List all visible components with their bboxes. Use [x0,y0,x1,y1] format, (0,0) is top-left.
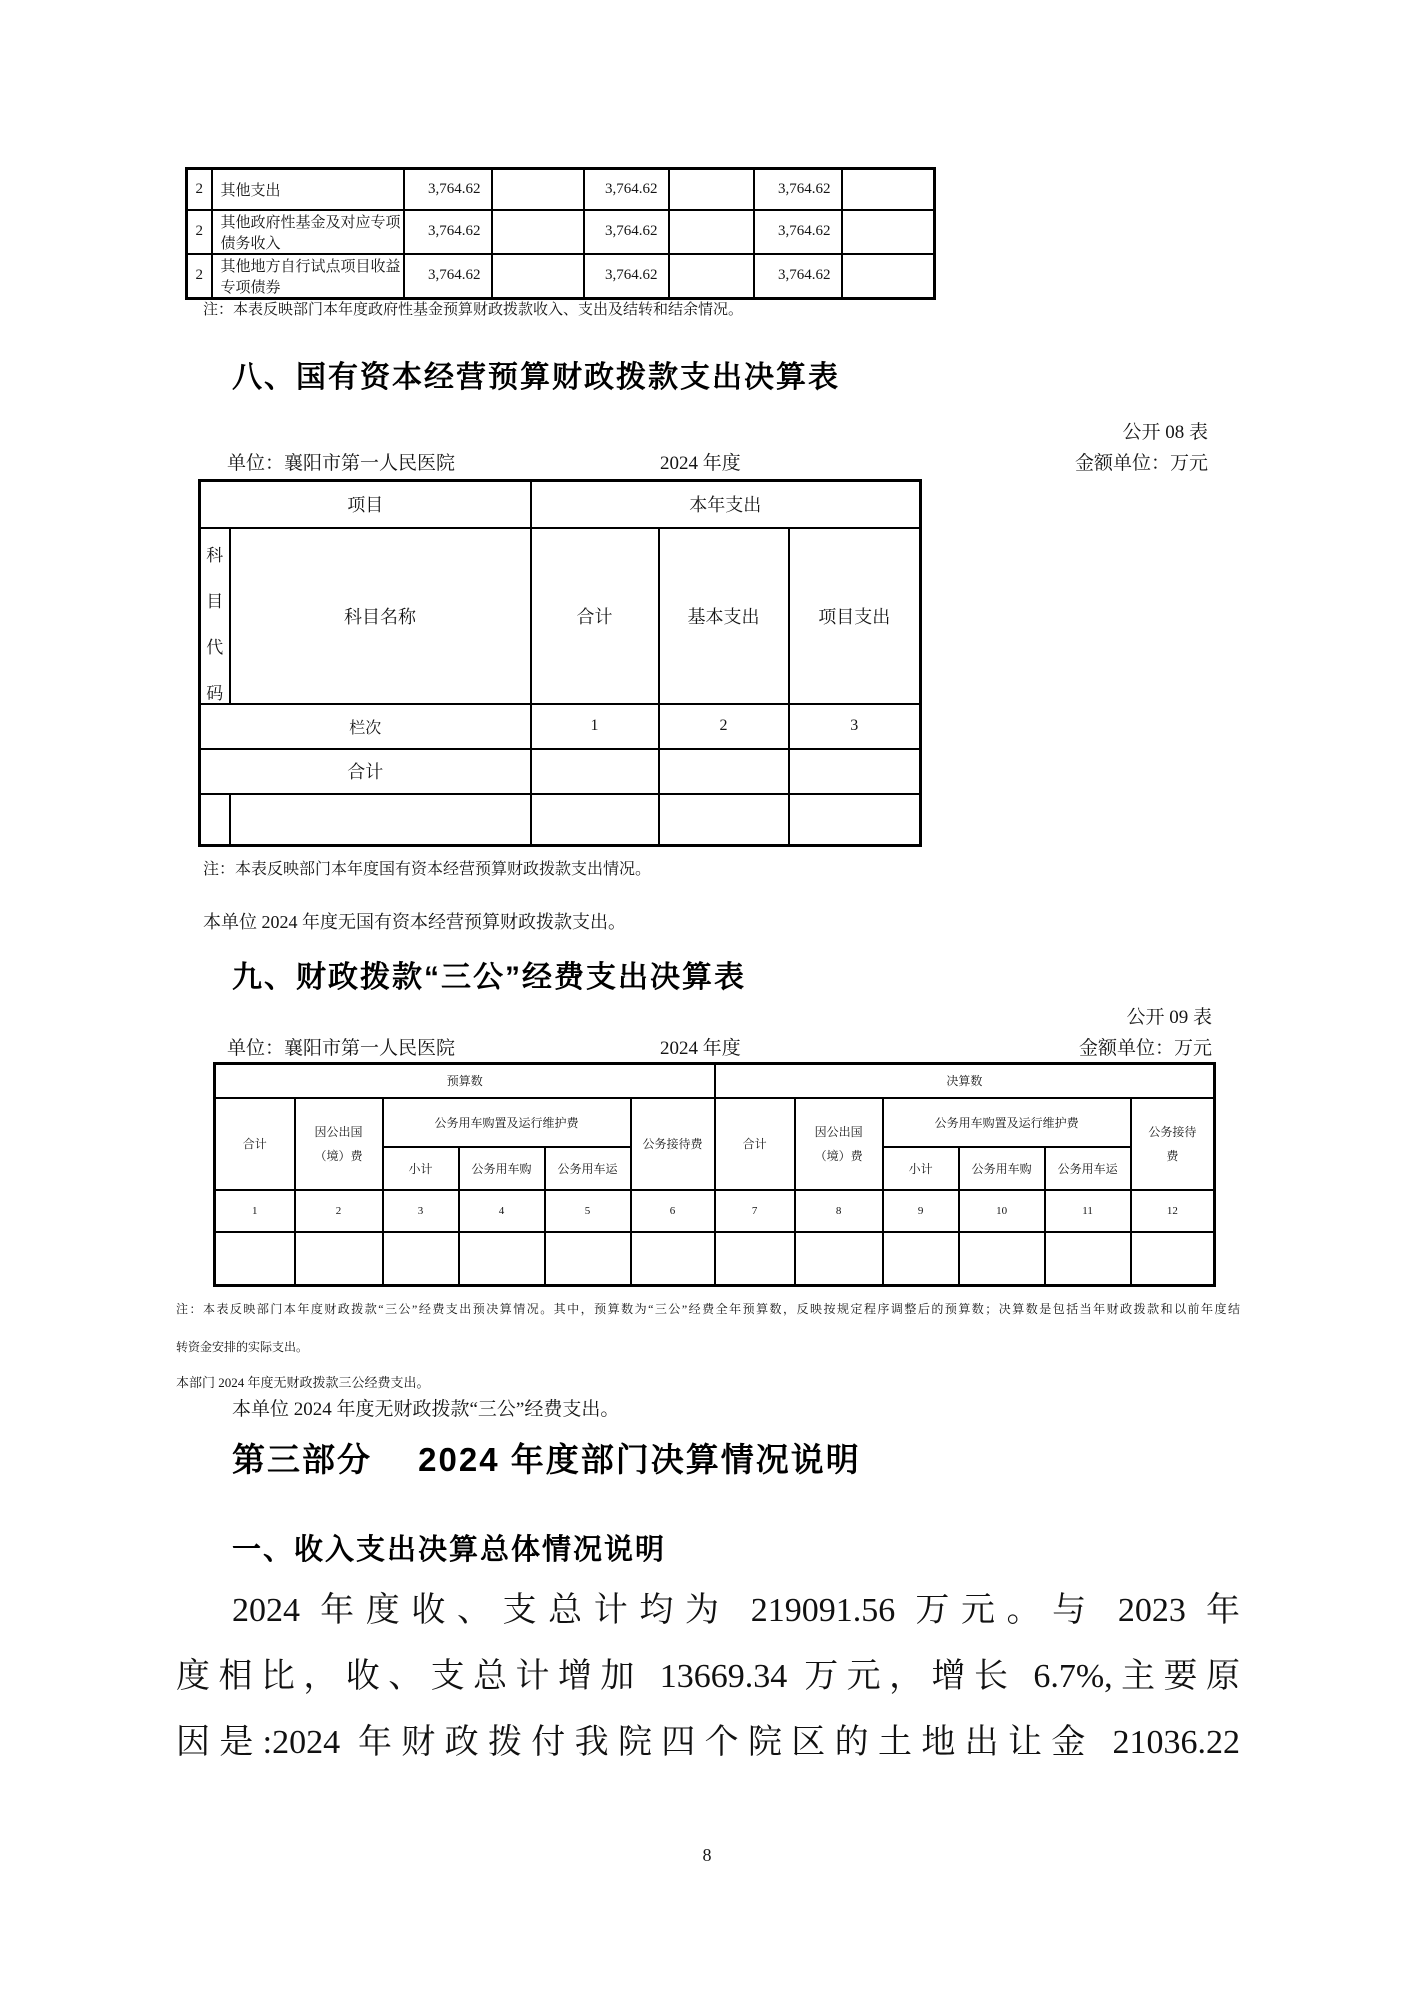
table09-amount-unit-label: 金额单位：万元 [1078,1038,1212,1059]
three-public-expense-table [213,1062,1216,1287]
section9-unit-no-expense-text: 本单位 2024 年度无财政拨款“三公”经费支出。 [232,1399,620,1420]
table09-note-line1: 注：本表反映部门本年度财政拨款“三公”经费支出预决算情况。其中，预算数为“三公”经费全年预算数，反映按规定程序调整后的预算数；决算数是包括当年财政拨款和以前年度结 [176,1302,1240,1316]
value-cell [492,210,584,254]
final-vehicle-operation-header-cell: 公务用车运 [1045,1147,1131,1190]
value-cell: 3,764.62 [584,210,669,254]
table-row [215,1232,1215,1286]
value-cell [531,794,659,846]
value-cell [531,749,659,794]
value-cell [789,749,921,794]
value-cell [631,1232,715,1286]
table-row [200,528,921,704]
table08-unit-label: 单位：襄阳市第一人民医院 [227,453,456,474]
value-cell [789,794,921,846]
summary-paragraph [176,1578,1240,1776]
value-cell [459,1232,545,1286]
paragraph-line: 2024 年度收、支总计均为 219091.56 万元。与 2023 年 [232,1592,1240,1629]
subject-name-header-cell: 科目名称 [230,528,531,704]
column-index-cell: 8 [795,1190,883,1232]
state-capital-expense-table [198,479,922,847]
budget-vehicle-purchase-header-cell: 公务用车购 [459,1147,545,1190]
final-header-cell: 决算数 [715,1064,1215,1098]
table-row [200,481,921,528]
part3-section1-heading: 一、收入支出决算总体情况说明 [232,1534,667,1566]
final-total-header-cell: 合计 [715,1098,795,1190]
paragraph-line: 度相比，收、支总计增加 13669.34 万元，增长 6.7%,主要原 [176,1658,1240,1695]
table09-unit-label: 单位：襄阳市第一人民医院 [227,1038,456,1059]
column-index-cell: 11 [1045,1190,1131,1232]
column-index-cell: 9 [883,1190,959,1232]
budget-header-cell: 预算数 [215,1064,715,1098]
table09-public-label: 公开 09 表 [1126,1007,1212,1028]
table-row [187,254,935,299]
value-cell [795,1232,883,1286]
abroad-line2: （境）费 [814,1148,863,1163]
subject-code-header-cell [200,528,230,704]
value-cell [215,1232,295,1286]
value-cell: 3,764.62 [754,210,842,254]
column-index-cell: 4 [459,1190,545,1232]
column-index-cell: 12 [1131,1190,1215,1232]
budget-vehicle-header-cell: 公务用车购置及运行维护费 [383,1098,631,1147]
subject-name-cell: 其他支出 [212,169,404,210]
reception-line2: 费 [1166,1148,1179,1163]
column-index-label-cell: 栏次 [200,704,531,749]
paragraph-line: 因是:2024 年财政拨付我院四个院区的土地出让金 21036.22 [176,1724,1240,1761]
abroad-line2: （境）费 [314,1148,363,1163]
value-cell [669,210,754,254]
budget-total-header-cell: 合计 [215,1098,295,1190]
table-row [187,169,935,210]
subject-name-cell: 其他政府性基金及对应专项债务收入 [212,210,404,254]
subject-name-cell: 其他地方自行试点项目收益专项债券 [212,254,404,299]
budget-reception-header-cell: 公务接待费 [631,1098,715,1190]
table09-year-label: 2024 年度 [660,1038,741,1059]
value-cell [842,169,935,210]
basic-expense-header-cell: 基本支出 [659,528,789,704]
value-cell: 3,764.62 [584,169,669,210]
column-index-cell: 3 [789,704,921,749]
table09-note-line2: 转资金安排的实际支出。 [176,1340,309,1354]
value-cell [842,254,935,299]
final-vehicle-purchase-header-cell: 公务用车购 [959,1147,1045,1190]
page-number: 8 [702,1845,712,1865]
value-cell [959,1232,1045,1286]
subject-code-cell: 2 [187,169,212,210]
final-vehicle-header-cell: 公务用车购置及运行维护费 [883,1098,1131,1147]
header-expense-cell: 本年支出 [531,481,921,528]
value-cell [492,254,584,299]
subject-code-vertical-text: 科目代码 [206,545,224,701]
value-cell: 3,764.62 [754,254,842,299]
value-cell: 3,764.62 [754,169,842,210]
column-index-cell: 6 [631,1190,715,1232]
column-index-cell: 7 [715,1190,795,1232]
section9-dept-no-expense-text: 本部门 2024 年度无财政拨款三公经费支出。 [176,1375,430,1390]
value-cell [545,1232,631,1286]
value-cell [659,794,789,846]
header-item-cell: 项目 [200,481,531,528]
value-cell: 3,764.62 [404,210,492,254]
value-cell [492,169,584,210]
final-reception-header-cell [1131,1098,1215,1190]
abroad-line1: 因公出国 [814,1124,863,1139]
table-row [200,704,921,749]
budget-vehicle-operation-header-cell: 公务用车运 [545,1147,631,1190]
table-row [215,1064,1215,1098]
column-index-cell: 3 [383,1190,459,1232]
table08-year-label: 2024 年度 [660,453,741,474]
table08-amount-unit-label: 金额单位：万元 [1074,453,1208,474]
value-cell [200,794,230,846]
table-row [215,1098,1215,1147]
total-row-label-cell: 合计 [200,749,531,794]
final-abroad-header-cell [795,1098,883,1190]
section8-heading: 八、国有资本经营预算财政拨款支出决算表 [232,361,840,394]
gov-fund-continuation-table [185,167,936,300]
subject-code-cell: 2 [187,254,212,299]
table-row [200,749,921,794]
value-cell [383,1232,459,1286]
column-index-cell: 2 [295,1190,383,1232]
gov-fund-table-note: 注：本表反映部门本年度政府性基金预算财政拨款收入、支出及结转和结余情况。 [203,302,744,318]
reception-line1: 公务接待 [1148,1124,1197,1139]
value-cell [659,749,789,794]
value-cell [883,1232,959,1286]
value-cell [1045,1232,1131,1286]
abroad-line1: 因公出国 [314,1124,363,1139]
part3-heading: 第三部分 2024 年度部门决算情况说明 [232,1441,861,1478]
project-expense-header-cell: 项目支出 [789,528,921,704]
value-cell [715,1232,795,1286]
value-cell: 3,764.62 [404,169,492,210]
column-index-cell: 1 [215,1190,295,1232]
final-subtotal-header-cell: 小计 [883,1147,959,1190]
value-cell [1131,1232,1215,1286]
section9-heading: 九、财政拨款“三公”经费支出决算表 [232,961,746,994]
value-cell [842,210,935,254]
value-cell [669,254,754,299]
column-index-cell: 2 [659,704,789,749]
value-cell: 3,764.62 [584,254,669,299]
table08-note: 注：本表反映部门本年度国有资本经营预算财政拨款支出情况。 [203,861,652,878]
table-row [187,210,935,254]
value-cell [230,794,531,846]
total-header-cell: 合计 [531,528,659,704]
column-index-cell: 10 [959,1190,1045,1232]
table-row [200,794,921,846]
value-cell [295,1232,383,1286]
section8-no-expense-text: 本单位 2024 年度无国有资本经营预算财政拨款支出。 [203,912,626,932]
table08-public-label: 公开 08 表 [1122,422,1208,443]
budget-abroad-header-cell [295,1098,383,1190]
value-cell: 3,764.62 [404,254,492,299]
subject-code-cell: 2 [187,210,212,254]
column-index-cell: 1 [531,704,659,749]
value-cell [669,169,754,210]
column-index-cell: 5 [545,1190,631,1232]
table-row [215,1190,1215,1232]
budget-subtotal-header-cell: 小计 [383,1147,459,1190]
